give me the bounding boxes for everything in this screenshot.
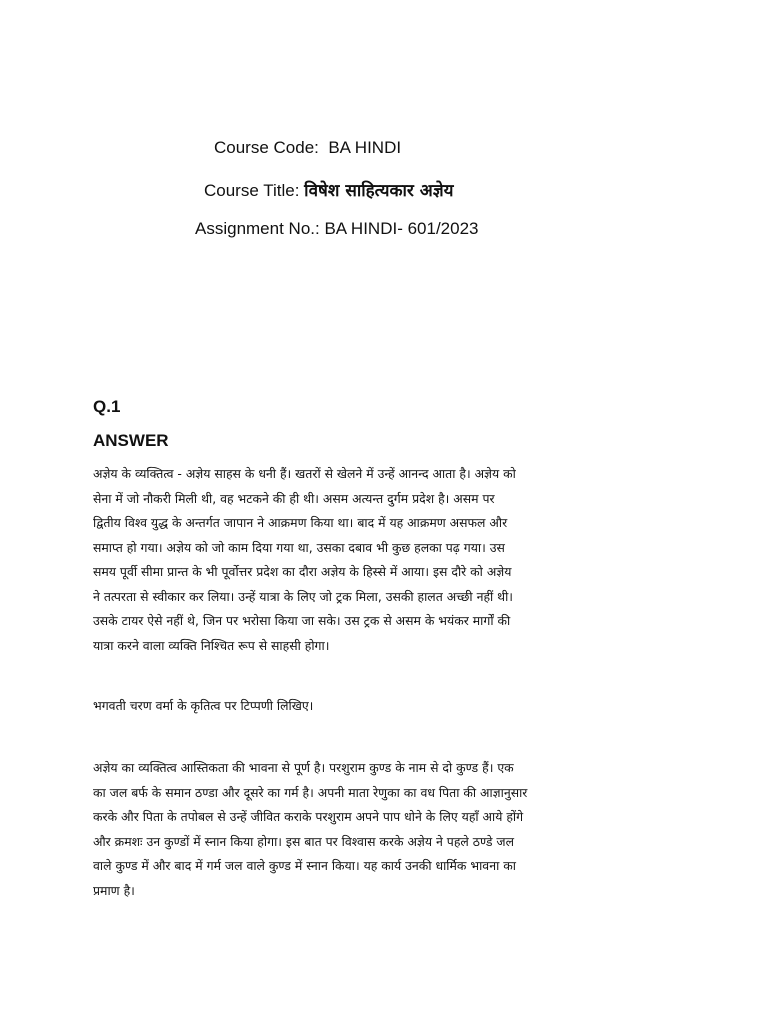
answer-paragraph [93,462,675,658]
question-prompt-paragraph [93,694,675,719]
answer-heading: ANSWER [93,431,169,450]
course-title-line [204,178,454,201]
course-code-value: BA HINDI [328,138,402,157]
paragraph-line: द्वितीय विश्व युद्ध के अन्तर्गत जापान ने आक्रमण किया था। बाद में यह आक्रमण असफल और [93,515,508,530]
paragraph-line: समय पूर्वी सीमा प्रान्त के भी पूर्वोत्तर प्रदेश का दौरा अज्ञेय के हिस्से में आया। इस दौरे को अज्ञेय [93,564,512,579]
course-title-label: Course Title: [204,181,300,200]
paragraph-line: अज्ञेय के व्यक्तित्व - अज्ञेय साहस के धनी हैं। खतरों से खेलने में उन्हें आनन्द आता है। अज्ञेय को [93,466,516,481]
course-code-label: Course Code: [214,138,319,157]
question-number: Q.1 [93,397,121,416]
assignment-number-line [195,219,479,239]
paragraph-line: उसके टायर ऐसे नहीं थे, जिन पर भरोसा किया जा सके। उस ट्रक से असम के भयंकर मार्गों की [93,613,511,628]
course-title-value: विषेश साहित्यकार अज्ञेय [304,181,454,201]
course-code-line [214,138,401,158]
paragraph-line: भगवती चरण वर्मा के कृतित्व पर टिप्पणी लिखिए। [93,698,314,713]
paragraph-line: यात्रा करने वाला व्यक्ति निश्चित रूप से साहसी होगा। [93,637,330,653]
paragraph-line: प्रमाण है। [93,882,135,898]
paragraph-line: अज्ञेय का व्यक्तित्व आस्तिकता की भावना से पूर्ण है। परशुराम कुण्ड के नाम से दो कुण्ड हैं। एक [93,760,514,775]
paragraph-line: समाप्त हो गया। अज्ञेय को जो काम दिया गया था, उसका दबाव भी कुछ हलका पढ़ गया। उस [93,539,505,555]
paragraph-line: और क्रमशः उन कुण्डों में स्नान किया होगा। इस बात पर विश्वास करके अज्ञेय ने पहले ठण्डे जल [93,833,515,849]
paragraph-line: का जल बर्फ के समान ठण्डा और दूसरे का गर्म है। अपनी माता रेणुका का वध पिता की आज्ञानुसार [93,784,528,800]
paragraph-line: करके और पिता के तपोबल से उन्हें जीवित कराके परशुराम अपने पाप धोने के लिए यहाँ आये होंगे [93,809,524,824]
paragraph-line: ने तत्परता से स्वीकार कर लिया। उन्हें यात्रा के लिए जो ट्रक मिला, उसकी हालत अच्छी नहीं थी। [93,588,513,604]
assignment-label: Assignment No.: [195,219,320,238]
assignment-value: BA HINDI- 601/2023 [324,219,479,238]
paragraph-line: वाले कुण्ड में और बाद में गर्म जल वाले कुण्ड में स्नान किया। यह कार्य उनकी धार्मिक भावना का [93,858,516,873]
answer-paragraph [93,756,675,903]
paragraph-line: सेना में जो नौकरी मिली थी, वह भटकने की ही थी। असम अत्यन्त दुर्गम प्रदेश है। असम पर [93,490,495,506]
